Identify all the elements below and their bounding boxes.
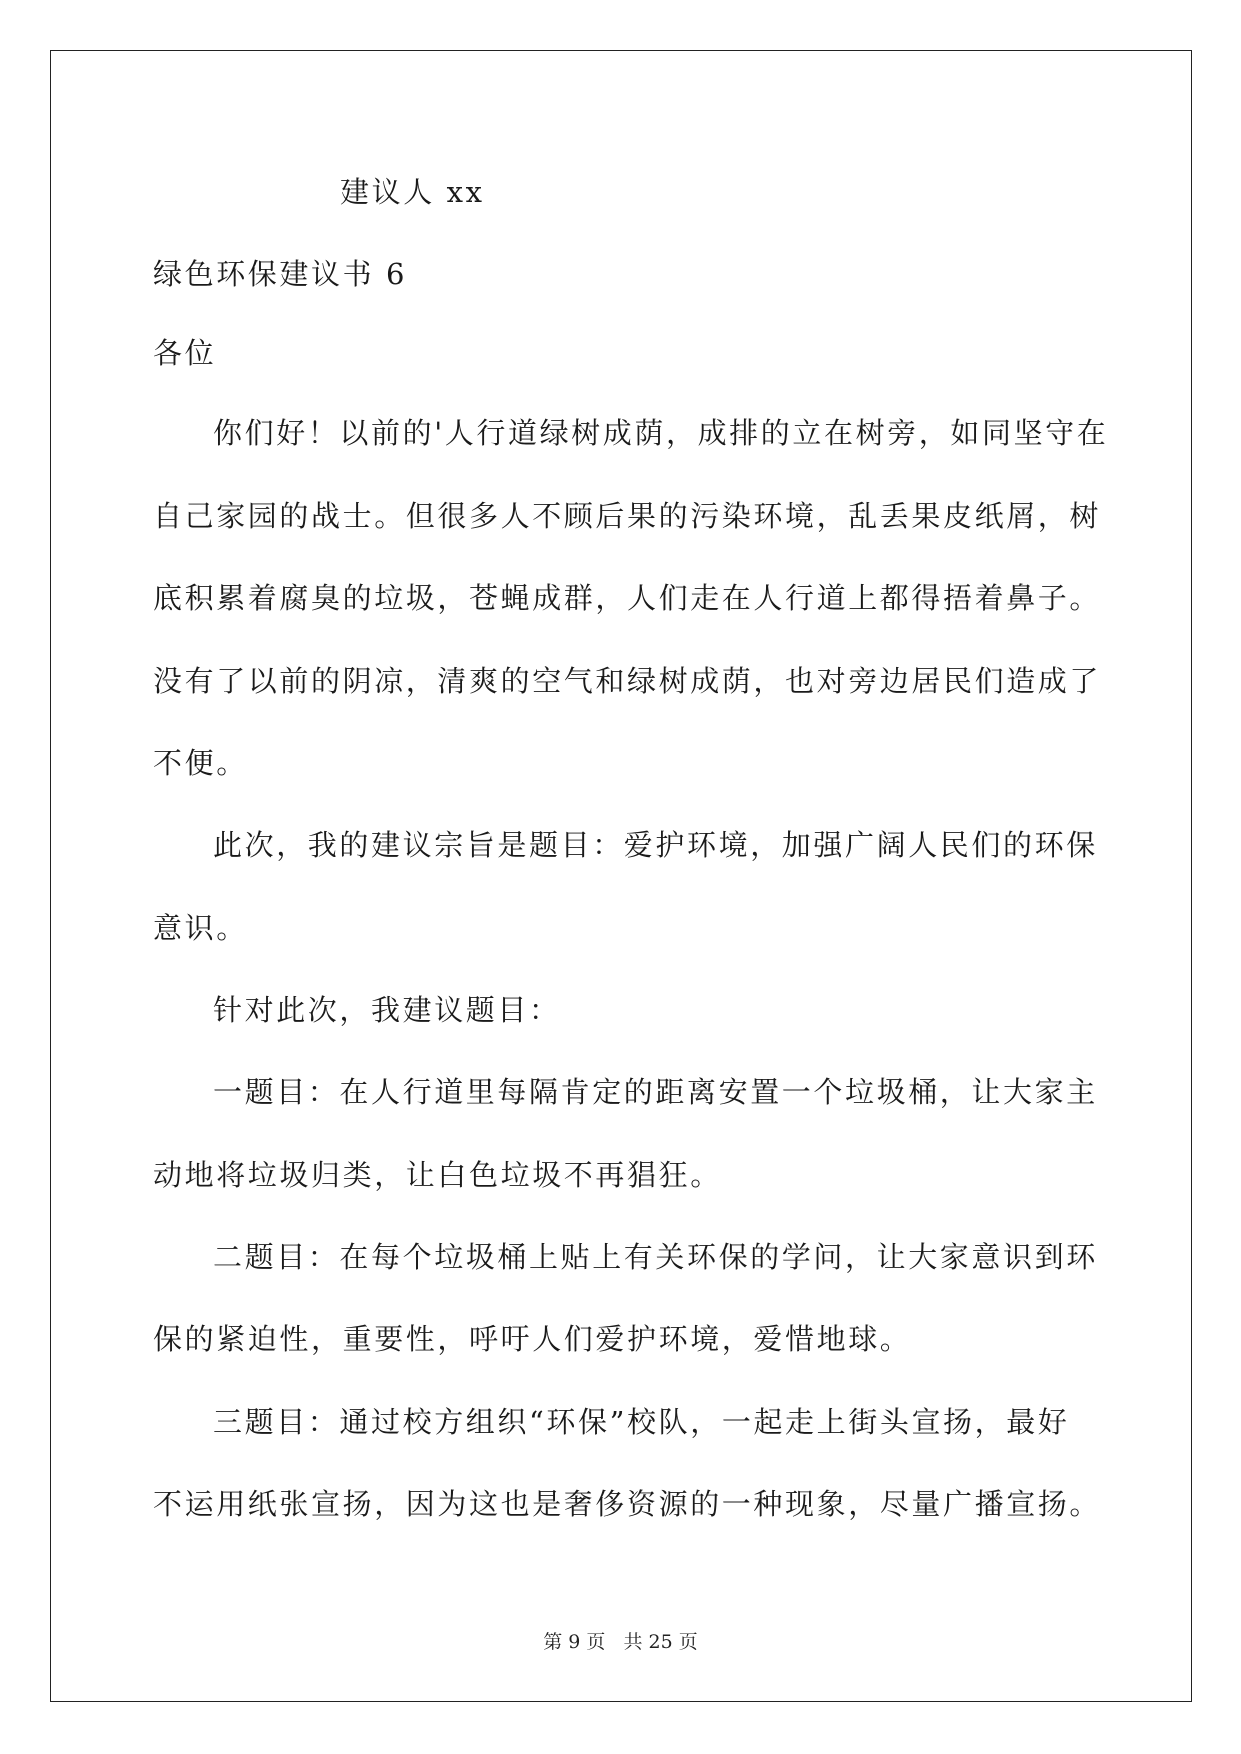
paragraph-line: 不便。 — [153, 746, 248, 780]
salutation: 各位 — [153, 336, 217, 370]
page-footer — [0, 1627, 1241, 1654]
paragraph-line: 你们好！以前的'人行道绿树成荫，成排的立在树旁，如同坚守在 — [213, 416, 1109, 450]
signature-line: 建议人 xx — [340, 175, 485, 209]
list-item-line: 三题目：通过校方组织“环保”校队，一起走上街头宣扬，最好 — [213, 1405, 1070, 1439]
list-item-line: 不运用纸张宣扬，因为这也是奢侈资源的一种现象，尽量广播宣扬。 — [153, 1487, 1102, 1521]
paragraph-line: 没有了以前的阴凉，清爽的空气和绿树成荫，也对旁边居民们造成了 — [153, 664, 1102, 698]
page-border — [50, 50, 1192, 1702]
list-item-line: 一题目：在人行道里每隔肯定的距离安置一个垃圾桶，让大家主 — [213, 1075, 1098, 1109]
page-number: 第 9 页 — [543, 1631, 606, 1653]
paragraph-line: 底积累着腐臭的垃圾，苍蝇成群，人们走在人行道上都得捂着鼻子。 — [153, 581, 1102, 615]
paragraph-line: 此次，我的建议宗旨是题目：爱护环境，加强广阔人民们的环保 — [213, 828, 1098, 862]
list-item-line: 保的紧迫性，重要性，呼吁人们爱护环境，爱惜地球。 — [153, 1322, 912, 1356]
paragraph-line: 意识。 — [153, 911, 248, 945]
list-item-line: 动地将垃圾归类，让白色垃圾不再猖狂。 — [153, 1158, 722, 1192]
page-total: 共 25 页 — [623, 1631, 698, 1653]
document-title: 绿色环保建议书 6 — [153, 257, 408, 291]
list-item-line: 二题目：在每个垃圾桶上贴上有关环保的学问，让大家意识到环 — [213, 1240, 1098, 1274]
paragraph-line: 针对此次，我建议题目： — [213, 993, 561, 1027]
paragraph-line: 自己家园的战士。但很多人不顾后果的污染环境，乱丢果皮纸屑，树 — [153, 499, 1102, 533]
